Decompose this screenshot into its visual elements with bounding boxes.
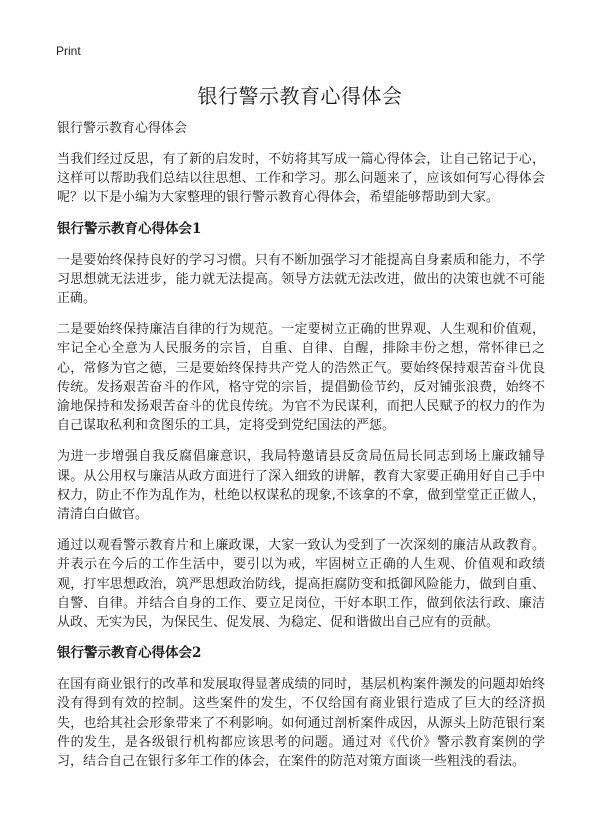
section-1-paragraph-1: 一是要始终保持良好的学习习惯。只有不断加强学习才能提高自身素质和能力，不学习思想就无法进步，能力就无法提高。领导方法就无法改进，做出的决策也就不可能正确。: [57, 252, 545, 307]
document-subtitle: 银行警示教育心得体会: [57, 121, 188, 136]
section-1-paragraph-2: 二是要始终保持廉洁自律的行为规范。一定要树立正确的世界观、人生观和价值观，牢记全心全意为人民服务的宗旨，自重、自律、自醒，排除丰份之想，常怀律已之心，常修为官之德，三是要始终保持共产党人的浩然正气。要始终保持艰苦奋斗优良传统。发扬艰苦奋斗的作风，格守党的宗旨，提倡勤俭节约，反对铺张浪费，始终不渝地保持和发扬艰苦奋斗的优良传统。为官不为民谋利，而把人民赋予的权力的作为自己谋取私利和贪图乐的工具，定将受到党纪国法的严惩。: [57, 322, 545, 434]
section-1-paragraph-3: 为进一步增强自我反腐倡廉意识，我局特邀请县反贪局伍局长同志到场上廉政辅导课。从公用权与廉洁从政方面进行了深入细致的讲解，教育大家要正确用好自己手中权力，防止不作为乱作为，杜绝以权谋私的现象,不该拿的不拿，做到堂堂正正做人，清清白白做官。: [57, 449, 545, 523]
intro-paragraph: 当我们经过反思，有了新的启发时，不妨将其写成一篇心得体会，让自己铭记于心，这样可以帮助我们总结以往思想、工作和学习。那么问题来了，应该如何写心得体会呢？以下是小编为大家整理的银行警示教育心得体会，希望能够帮助到大家。: [57, 152, 545, 206]
section-heading-2: 银行警示教育心得体会2: [57, 645, 202, 662]
section-1-paragraph-4: 通过以观看警示教育片和上廉政课，大家一致认为受到了一次深刻的廉洁从政教育。并表示在今后的工作生活中，要引以为戒，牢固树立正确的人生观、价值观和政绩观，打牢思想政治，筑严思想政治防线，提高拒腐防变和抵御风险能力，做到自重、自警、自律。并结合自身的工作、要立足岗位，干好本职工作，做到依法行政、廉洁从政、无实为民，为保民生、促发展、为稳定、促和谐做出自己应有的贡献。: [57, 538, 545, 631]
document-body: [57, 119, 545, 783]
page-title: 银行警示教育心得体会: [197, 84, 403, 108]
section-heading-1: 银行警示教育心得体会1: [57, 220, 202, 237]
print-link[interactable]: Print: [56, 44, 81, 58]
section-2-paragraph-1: 在国有商业银行的改革和发展取得显著成绩的同时，基层机构案件濒发的问题却始终没有得到有效的控制。这些案件的发生，不仅给国有商业银行造成了巨大的经济损失，也给其社会形象带来了不利影响。如何通过剖析案件成因，从源头上防范银行案件的发生，是各级银行机构都应该思考的问题。通过对《代价》警示教育案例的学习，结合自己在银行多年工作的体会，在案件的防范对策方面谈一些粗浅的看法。: [57, 677, 545, 770]
